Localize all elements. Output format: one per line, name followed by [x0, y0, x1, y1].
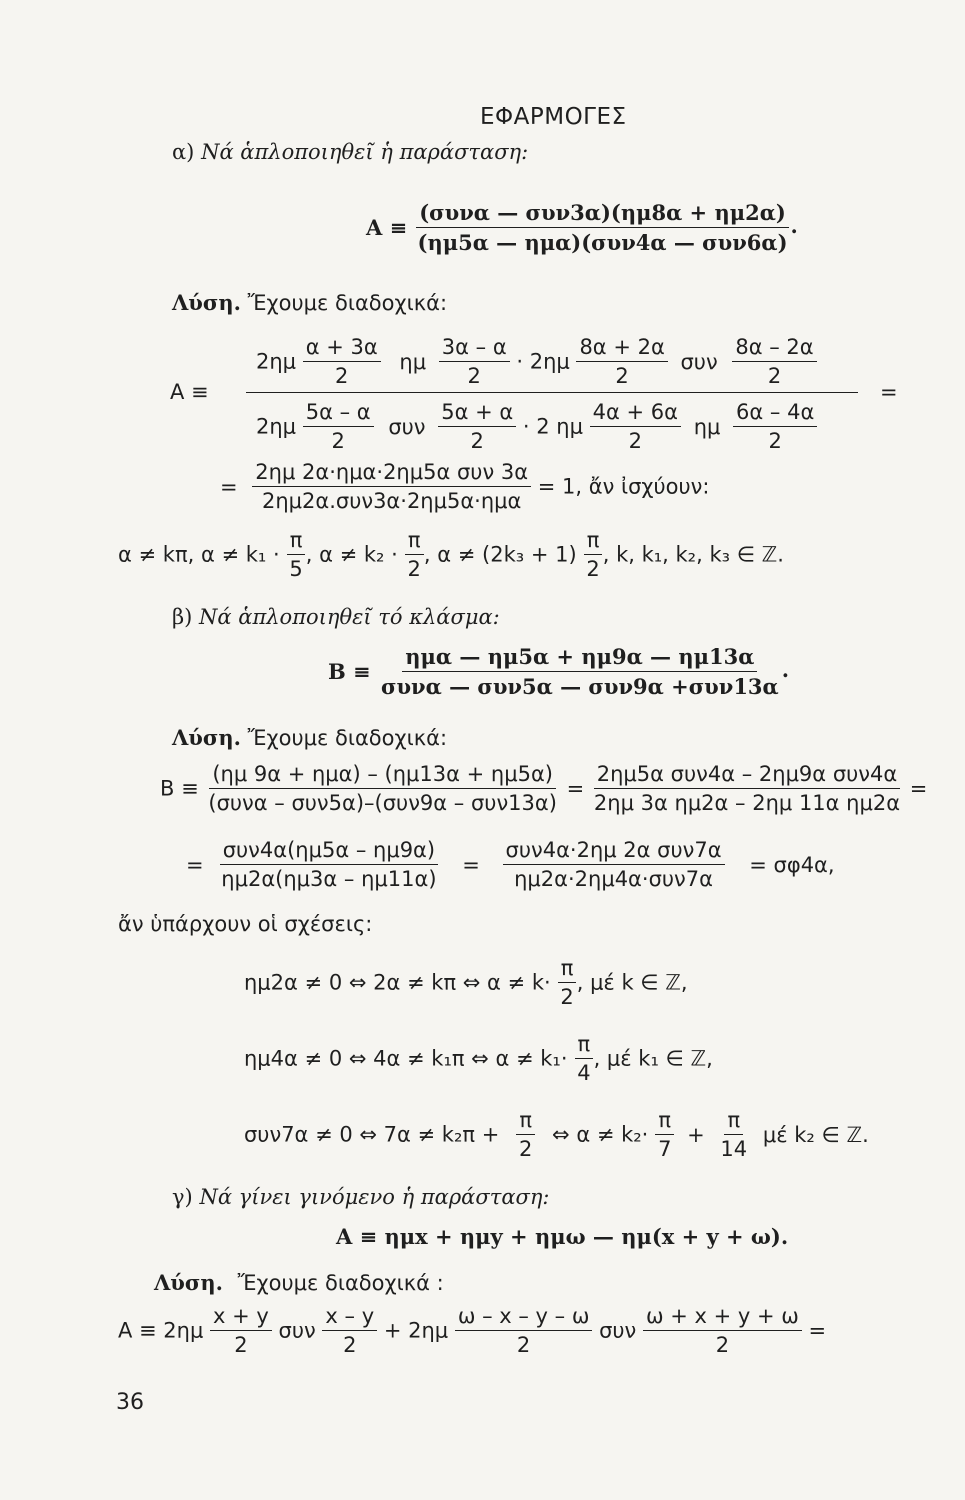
den-frac-3-d: 2 [628, 429, 642, 453]
c-line1-lhs: A ≡ 2ημ [118, 1318, 204, 1343]
b-line2-frac-2-n: συν4α·2ημ 2α συν7α [503, 838, 725, 865]
line1-c [118, 1304, 826, 1357]
solution-c-label: Λύση. [154, 1270, 223, 1295]
b-line2-tail: = σφ4α, [749, 852, 835, 877]
den-frac-4 [733, 400, 817, 453]
c-line1-frac-2-d: 2 [343, 1333, 357, 1357]
b-line1-frac-2 [591, 762, 903, 815]
page-number: 36 [116, 1390, 144, 1415]
problem-c [172, 1185, 550, 1209]
den-2hm-2: · 2 ημ [522, 414, 583, 439]
solution-a-label: Λύση. [172, 290, 241, 315]
den-frac-1-n: 5α – α [303, 400, 374, 427]
b-cond-3-a: συν7α ≠ 0 ⇔ 7α ≠ k₂π + [244, 1122, 500, 1147]
num-frac-3 [576, 335, 667, 388]
den-frac-1-d: 2 [331, 429, 345, 453]
b-cond-3-frac-2-n: π [655, 1108, 674, 1135]
cond-a-4: , k, k₁, k₂, k₃ ∈ ℤ. [602, 542, 784, 567]
num-frac-4-d: 2 [767, 364, 782, 388]
expr-a-fraction [415, 200, 791, 255]
b-cond-3-frac-3-d: 14 [720, 1137, 748, 1161]
c-line1-syn: συν [278, 1318, 316, 1343]
c-line1-syn-2: συν [599, 1318, 637, 1343]
big-lhs: A ≡ [170, 380, 209, 404]
b-cond-3-frac-3-n: π [724, 1108, 743, 1135]
num-2hm: 2ημ [256, 349, 297, 374]
cond-a-frac-1-d: 5 [289, 557, 303, 581]
c-line1-frac-3 [455, 1304, 593, 1357]
b-line2-frac-1-n: συν4α(ημ5α – ημ9α) [220, 838, 438, 865]
big-eq-right: = [880, 380, 898, 404]
c-line1-frac-2 [322, 1304, 377, 1357]
expr-b [328, 644, 789, 699]
expr-b-numerator: ημα — ημ5α + ημ9α — ημ13α [402, 644, 757, 672]
cond-a-frac-3 [583, 528, 602, 581]
b-conditions-intro: ἄν ὑπάρχουν οἱ σχέσεις: [118, 912, 373, 936]
num-frac-4-n: 8α – 2α [732, 335, 816, 362]
num-frac-2 [439, 335, 510, 388]
cond-a-frac-2-n: π [405, 528, 424, 555]
expr-a-denominator: (ημ5α — ημα)(συν4α — συν6α) [417, 230, 788, 255]
c-line1-frac-3-d: 2 [516, 1333, 531, 1357]
b-cond-3-frac-1 [516, 1108, 535, 1161]
b-line2-eq: = [186, 852, 204, 877]
expr-b-denominator: συνα — συν5α — συν9α +συν13α [380, 674, 779, 699]
solution-b-intro [172, 725, 447, 750]
num-frac-1-d: 2 [335, 364, 349, 388]
b-line1-frac-2-d: 2ημ 3α ημ2α – 2ημ 11α ημ2α [593, 791, 901, 815]
c-line1-plus: + 2ημ [383, 1318, 449, 1343]
num-hm: ημ [399, 349, 427, 374]
num-frac-4 [732, 335, 816, 388]
solution-a-intro [172, 290, 447, 315]
b-cond-3-frac-3 [717, 1108, 750, 1161]
den-frac-2-d: 2 [470, 429, 484, 453]
num-frac-1 [303, 335, 381, 388]
b-cond-3-d: μέ k₂ ∈ ℤ. [762, 1122, 869, 1147]
line2-b [186, 838, 835, 891]
expr-b-lhs: B ≡ [328, 659, 371, 684]
b-line1-eq: = [566, 776, 585, 801]
c-line1-frac-1 [210, 1304, 272, 1357]
line3-eq: = [220, 474, 238, 499]
den-frac-1 [303, 400, 374, 453]
b-condition-1 [244, 956, 688, 1009]
b-line1-eq-2: = [909, 776, 928, 801]
den-syn: συν [388, 414, 426, 439]
b-condition-3 [244, 1108, 869, 1161]
problem-a [172, 140, 528, 164]
expr-b-fraction [378, 644, 782, 699]
b-cond-1-a: ημ2α ≠ 0 ⇔ 2α ≠ kπ ⇔ α ≠ k· [244, 970, 551, 995]
solution-c-text: Ἔχουμε διαδοχικά : [237, 1271, 444, 1295]
b-cond-1-b: , μέ k ∈ ℤ, [576, 970, 688, 995]
solution-a-text: Ἔχουμε διαδοχικά: [247, 291, 448, 315]
solution-c-intro [154, 1270, 444, 1295]
b-line2-frac-2 [503, 838, 725, 891]
cond-a-frac-2 [405, 528, 424, 581]
num-frac-3-n: 8α + 2α [576, 335, 667, 362]
num-frac-2-n: 3α – α [439, 335, 510, 362]
expr-a-dot: . [790, 213, 798, 238]
conditions-a [118, 528, 784, 581]
c-line1-frac-2-n: x – y [322, 1304, 377, 1331]
den-frac-4-n: 6α – 4α [733, 400, 817, 427]
cond-a-2: , α ≠ k₂ · [305, 542, 398, 567]
line3-denominator: 2ημ2α.συν3α·2ημ5α·ημα [261, 489, 522, 513]
c-line1-frac-3-n: ω – x – y – ω [455, 1304, 593, 1331]
problem-b-prompt: Νά ἁπλοποιηθεῖ τό κλάσμα: [199, 605, 500, 629]
b-cond-3-frac-1-d: 2 [518, 1137, 533, 1161]
line1-b [160, 762, 927, 815]
b-cond-1-frac-n: π [558, 956, 577, 983]
b-condition-2 [244, 1032, 713, 1085]
c-line1-frac-4-d: 2 [715, 1333, 730, 1357]
line3-tail: = 1, ἄν ἰσχύουν: [537, 474, 710, 499]
b-cond-1-frac-d: 2 [560, 985, 574, 1009]
b-cond-3-frac-1-n: π [516, 1108, 535, 1135]
den-frac-4-d: 2 [768, 429, 782, 453]
expr-c: A ≡ ημx + ημy + ημω — ημ(x + y + ω). [336, 1224, 789, 1249]
b-line2-eq-2: = [462, 852, 480, 877]
c-line1-frac-4 [643, 1304, 802, 1357]
cond-a-frac-3-n: π [584, 528, 603, 555]
problem-b-label: β) [172, 605, 193, 629]
cond-a-frac-1-n: π [287, 528, 306, 555]
den-frac-3-n: 4α + 6α [590, 400, 681, 427]
b-line2-frac-1 [218, 838, 439, 891]
b-cond-2-frac-n: π [575, 1032, 594, 1059]
num-frac-3-d: 2 [615, 364, 629, 388]
c-line1-frac-1-n: x + y [210, 1304, 272, 1331]
c-line1-frac-4-n: ω + x + y + ω [643, 1304, 802, 1331]
big-fraction-bar [246, 392, 858, 393]
num-frac-2-d: 2 [467, 364, 481, 388]
b-cond-3-c: + [687, 1122, 705, 1147]
b-cond-3-frac-2 [655, 1108, 674, 1161]
cond-a-1: α ≠ kπ, α ≠ k₁ · [118, 542, 280, 567]
expr-a-lhs: A ≡ [366, 215, 408, 240]
num-frac-1-n: α + 3α [303, 335, 381, 362]
num-syn: συν [680, 349, 718, 374]
b-cond-2-frac [574, 1032, 593, 1085]
line3-numerator: 2ημ 2α·ημα·2ημ5α συν 3α [252, 460, 531, 487]
den-frac-3 [590, 400, 681, 453]
b-line1-frac-2-n: 2ημ5α συν4α – 2ημ9α συν4α [594, 762, 900, 789]
cond-a-frac-2-d: 2 [407, 557, 421, 581]
b-line2-frac-2-d: ημ2α·2ημ4α·συν7α [514, 867, 713, 891]
solution-b-text: Ἔχουμε διαδοχικά: [247, 726, 448, 750]
expr-a [366, 200, 798, 255]
section-heading: ΕΦΑΡΜΟΓΕΣ [480, 104, 627, 130]
b-line1-frac-1 [205, 762, 560, 815]
b-line1-frac-1-n: (ημ 9α + ημα) – (ημ13α + ημ5α) [209, 762, 556, 789]
cond-a-frac-1 [286, 528, 305, 581]
expr-b-dot: . [781, 657, 790, 682]
b-cond-1-frac [557, 956, 576, 1009]
big-numerator-row [256, 335, 817, 388]
c-line1-frac-1-d: 2 [234, 1333, 248, 1357]
problem-c-prompt: Νά γίνει γινόμενο ἡ παράσταση: [199, 1185, 550, 1209]
den-2hm: 2ημ [256, 414, 297, 439]
b-cond-3-frac-2-d: 7 [658, 1137, 672, 1161]
problem-b [172, 605, 500, 629]
expr-a-numerator: (συνα — συν3α)(ημ8α + ημ2α) [416, 200, 789, 228]
c-line1-eq: = [808, 1318, 827, 1343]
b-cond-2-a: ημ4α ≠ 0 ⇔ 4α ≠ k₁π ⇔ α ≠ k₁· [244, 1046, 568, 1071]
solution-b-label: Λύση. [172, 725, 241, 750]
b-cond-2-frac-d: 4 [577, 1061, 591, 1085]
b-line2-frac-1-d: ημ2α(ημ3α – ημ11α) [221, 867, 437, 891]
b-cond-3-b: ⇔ α ≠ k₂· [552, 1122, 649, 1147]
line3-a [220, 460, 709, 513]
num-2hm-2: · 2ημ [516, 349, 570, 374]
b-cond-2-b: , μέ k₁ ∈ ℤ, [593, 1046, 713, 1071]
b-line1-lhs: B ≡ [160, 776, 199, 801]
den-frac-2 [438, 400, 516, 453]
big-denominator-row [256, 400, 817, 453]
b-line1-frac-1-d: (συνα – συν5α)–(συν9α – συν13α) [208, 791, 557, 815]
problem-a-label: α) [172, 140, 195, 164]
problem-c-label: γ) [172, 1185, 193, 1209]
cond-a-3: , α ≠ (2k₃ + 1) [423, 542, 577, 567]
problem-a-prompt: Νά ἁπλοποιηθεῖ ἡ παράσταση: [201, 140, 529, 164]
line3-fraction [252, 460, 531, 513]
cond-a-frac-3-d: 2 [586, 557, 600, 581]
den-frac-2-n: 5α + α [438, 400, 516, 427]
den-hm: ημ [693, 414, 721, 439]
